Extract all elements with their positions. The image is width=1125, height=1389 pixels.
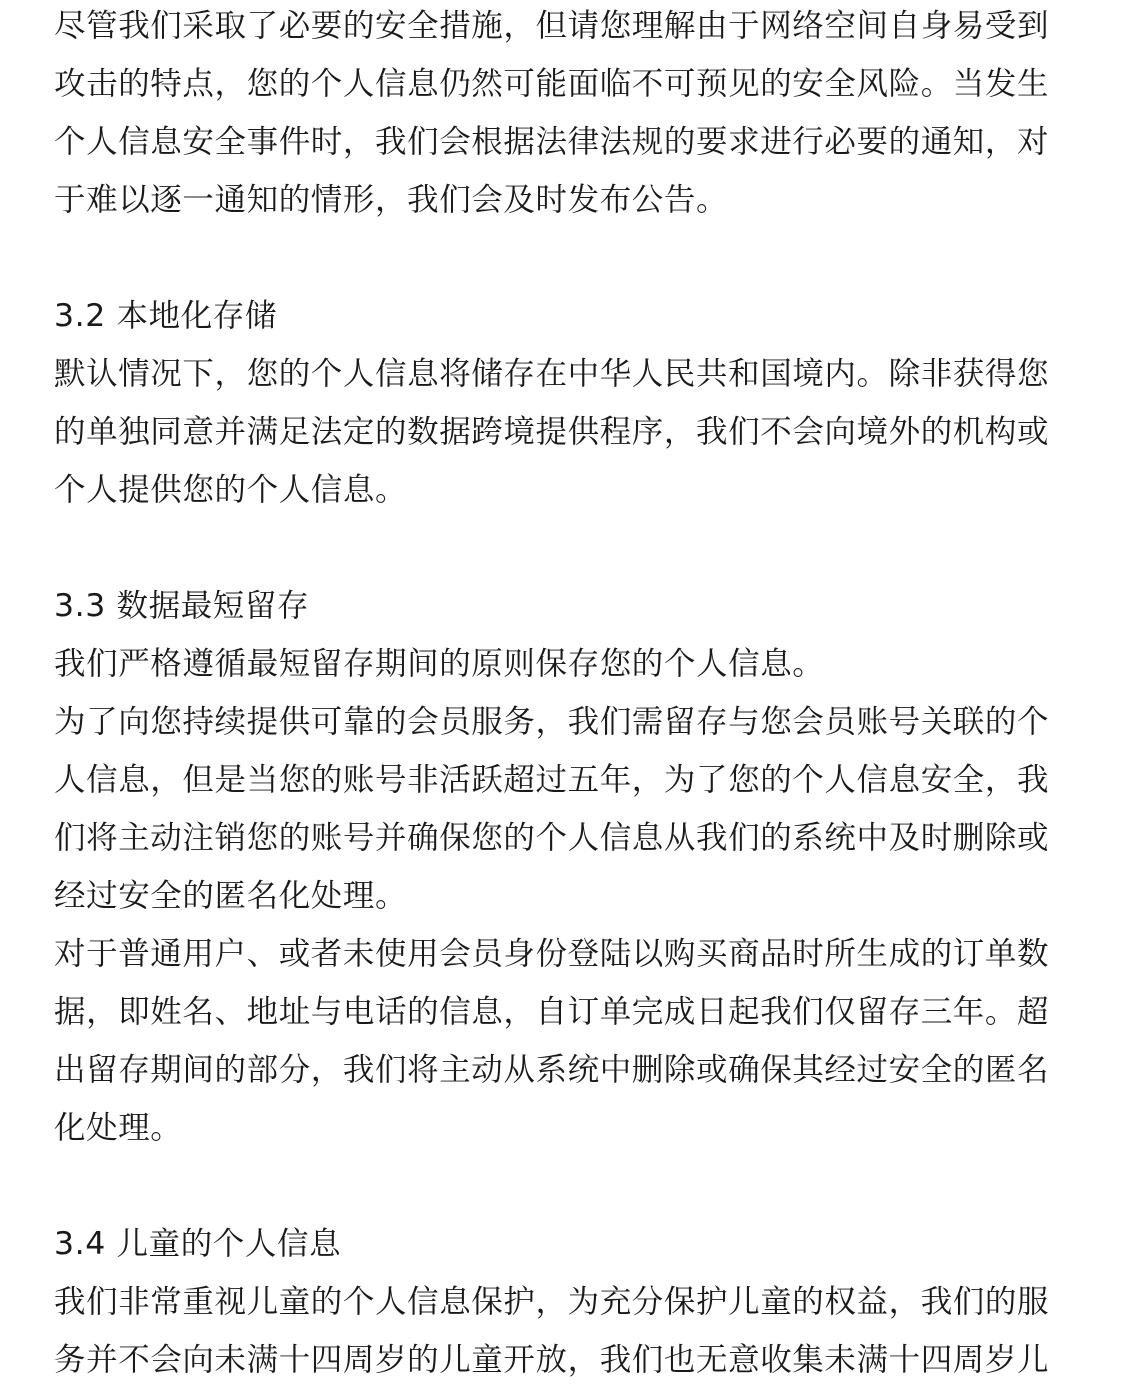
section-spacer: [54, 519, 1084, 577]
privacy-policy-document: [54, 0, 1084, 1389]
section-3-2: [54, 287, 1084, 519]
section-heading: 3.2 本地化存储: [54, 298, 278, 334]
paragraph-line: 务并不会向未满十四周岁的儿童开放，我们也无意收集未满十四周岁儿: [54, 1342, 1050, 1378]
paragraph-line: 人信息，但是当您的账号非活跃超过五年，为了您的个人信息安全，我: [54, 762, 1050, 798]
paragraph-line: 我们非常重视儿童的个人信息保护，为充分保护儿童的权益，我们的服: [54, 1284, 1050, 1320]
paragraph-line: 为了向您持续提供可靠的会员服务，我们需留存与您会员账号关联的个: [54, 704, 1050, 740]
section-spacer: [54, 1157, 1084, 1215]
paragraph-line: 尽管我们采取了必要的安全措施，但请您理解由于网络空间自身易受到: [54, 8, 1050, 44]
intro-paragraph: [54, 0, 1084, 229]
paragraph-line: 我们严格遵循最短留存期间的原则保存您的个人信息。: [54, 646, 825, 682]
section-heading: 3.4 儿童的个人信息: [54, 1226, 342, 1262]
paragraph-line: 个人提供您的个人信息。: [54, 472, 408, 508]
section-3-3: [54, 577, 1084, 1157]
section-heading: 3.3 数据最短留存: [54, 588, 310, 624]
paragraph-line: 攻击的特点，您的个人信息仍然可能面临不可预见的安全风险。当发生: [54, 66, 1050, 102]
paragraph-line: 经过安全的匿名化处理。: [54, 878, 408, 914]
paragraph-line: 的单独同意并满足法定的数据跨境提供程序，我们不会向境外的机构或: [54, 414, 1050, 450]
paragraph-line: 们将主动注销您的账号并确保您的个人信息从我们的系统中及时删除或: [54, 820, 1050, 856]
section-spacer: [54, 229, 1084, 287]
paragraph-line: 出留存期间的部分，我们将主动从系统中删除或确保其经过安全的匿名: [54, 1052, 1050, 1088]
paragraph-line: 化处理。: [54, 1110, 183, 1146]
paragraph-line: 据，即姓名、地址与电话的信息，自订单完成日起我们仅留存三年。超: [54, 994, 1050, 1030]
paragraph-line: 默认情况下，您的个人信息将储存在中华人民共和国境内。除非获得您: [54, 356, 1050, 392]
section-3-4: [54, 1215, 1084, 1389]
paragraph-line: 对于普通用户、或者未使用会员身份登陆以购买商品时所生成的订单数: [54, 936, 1050, 972]
paragraph-line: 个人信息安全事件时，我们会根据法律法规的要求进行必要的通知，对: [54, 124, 1050, 160]
paragraph-line: 于难以逐一通知的情形，我们会及时发布公告。: [54, 182, 729, 218]
